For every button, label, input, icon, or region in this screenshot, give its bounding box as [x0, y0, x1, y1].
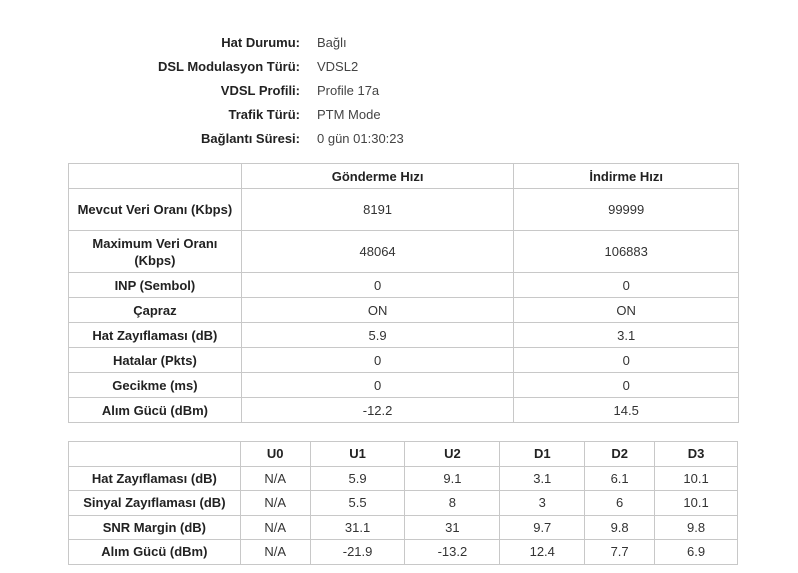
table-row: [69, 298, 739, 323]
dsl-modulation-row: [0, 54, 520, 78]
rate-header-empty: [69, 164, 242, 189]
row-label: SNR Margin (dB): [69, 515, 241, 540]
vdsl-profile-label: VDSL Profili:: [220, 82, 300, 98]
band-header-d2: D2: [585, 442, 655, 467]
download-value: 0: [514, 273, 739, 298]
d1-value: 12.4: [500, 540, 585, 565]
rate-header-upload: Gönderme Hızı: [241, 164, 514, 189]
table-row: [69, 466, 738, 491]
rate-header-download: İndirme Hızı: [514, 164, 739, 189]
d2-value: 9.8: [585, 515, 655, 540]
band-table-header: [69, 442, 738, 467]
d2-value: 6.1: [585, 466, 655, 491]
band-header-u1: U1: [310, 442, 405, 467]
u0-value: N/A: [240, 466, 310, 491]
u2-value: 9.1: [405, 466, 500, 491]
u0-value: N/A: [240, 491, 310, 516]
band-header-d3: D3: [655, 442, 738, 467]
row-label: Sinyal Zayıflaması (dB): [69, 491, 241, 516]
connection-time-value: 0 gün 01:30:23: [317, 130, 404, 146]
traffic-type-value: PTM Mode: [317, 106, 381, 122]
rate-table: [68, 163, 739, 423]
connection-time-label: Bağlantı Süresi:: [201, 130, 300, 146]
u1-value: 5.5: [310, 491, 405, 516]
d1-value: 9.7: [500, 515, 585, 540]
band-header-u2: U2: [405, 442, 500, 467]
upload-value: 5.9: [241, 323, 514, 348]
row-label: Alım Gücü (dBm): [69, 398, 242, 423]
table-row: [69, 398, 739, 423]
d3-value: 10.1: [655, 466, 738, 491]
band-table: [68, 441, 738, 565]
dsl-modulation-label: DSL Modulasyon Türü:: [157, 58, 300, 74]
table-row: [69, 273, 739, 298]
table-row: [69, 515, 738, 540]
row-label: Gecikme (ms): [69, 373, 242, 398]
row-label: Hat Zayıflaması (dB): [69, 466, 241, 491]
table-row: [69, 348, 739, 373]
download-value: 0: [514, 348, 739, 373]
u0-value: N/A: [240, 540, 310, 565]
line-status-label: Hat Durumu:: [221, 34, 300, 50]
table-row: [69, 231, 739, 273]
connection-time-row: [0, 126, 520, 150]
dsl-modulation-value: VDSL2: [317, 58, 359, 74]
d3-value: 9.8: [655, 515, 738, 540]
upload-value: 48064: [241, 231, 514, 273]
u2-value: 8: [405, 491, 500, 516]
row-label: Maximum Veri Oranı (Kbps): [69, 231, 242, 273]
upload-value: 8191: [241, 189, 514, 231]
u1-value: -21.9: [310, 540, 405, 565]
upload-value: ON: [241, 298, 514, 323]
row-label: Hatalar (Pkts): [69, 348, 242, 373]
download-value: 106883: [514, 231, 739, 273]
row-label: INP (Sembol): [69, 273, 242, 298]
table-row: [69, 540, 738, 565]
d3-value: 10.1: [655, 491, 738, 516]
table-row: [69, 323, 739, 348]
band-header-u0: U0: [240, 442, 310, 467]
upload-value: 0: [241, 373, 514, 398]
row-label: Mevcut Veri Oranı (Kbps): [69, 189, 242, 231]
d2-value: 6: [585, 491, 655, 516]
table-row: [69, 189, 739, 231]
download-value: ON: [514, 298, 739, 323]
traffic-type-row: [0, 102, 520, 126]
line-status-row: [0, 30, 520, 54]
u1-value: 31.1: [310, 515, 405, 540]
download-value: 0: [514, 373, 739, 398]
d1-value: 3.1: [500, 466, 585, 491]
upload-value: -12.2: [241, 398, 514, 423]
download-value: 3.1: [514, 323, 739, 348]
row-label: Çapraz: [69, 298, 242, 323]
d1-value: 3: [500, 491, 585, 516]
line-status-section: [0, 30, 520, 150]
rate-table-header: [69, 164, 739, 189]
u0-value: N/A: [240, 515, 310, 540]
row-label: Alım Gücü (dBm): [69, 540, 241, 565]
download-value: 99999: [514, 189, 739, 231]
upload-value: 0: [241, 348, 514, 373]
vdsl-profile-value: Profile 17a: [317, 82, 380, 98]
band-header-empty: [69, 442, 241, 467]
u2-value: 31: [405, 515, 500, 540]
d2-value: 7.7: [585, 540, 655, 565]
band-header-d1: D1: [500, 442, 585, 467]
download-value: 14.5: [514, 398, 739, 423]
table-row: [69, 491, 738, 516]
u2-value: -13.2: [405, 540, 500, 565]
line-status-value: Bağlı: [317, 34, 347, 50]
traffic-type-label: Trafik Türü:: [228, 106, 300, 122]
row-label: Hat Zayıflaması (dB): [69, 323, 242, 348]
table-row: [69, 373, 739, 398]
u1-value: 5.9: [310, 466, 405, 491]
upload-value: 0: [241, 273, 514, 298]
d3-value: 6.9: [655, 540, 738, 565]
vdsl-profile-row: [0, 78, 520, 102]
